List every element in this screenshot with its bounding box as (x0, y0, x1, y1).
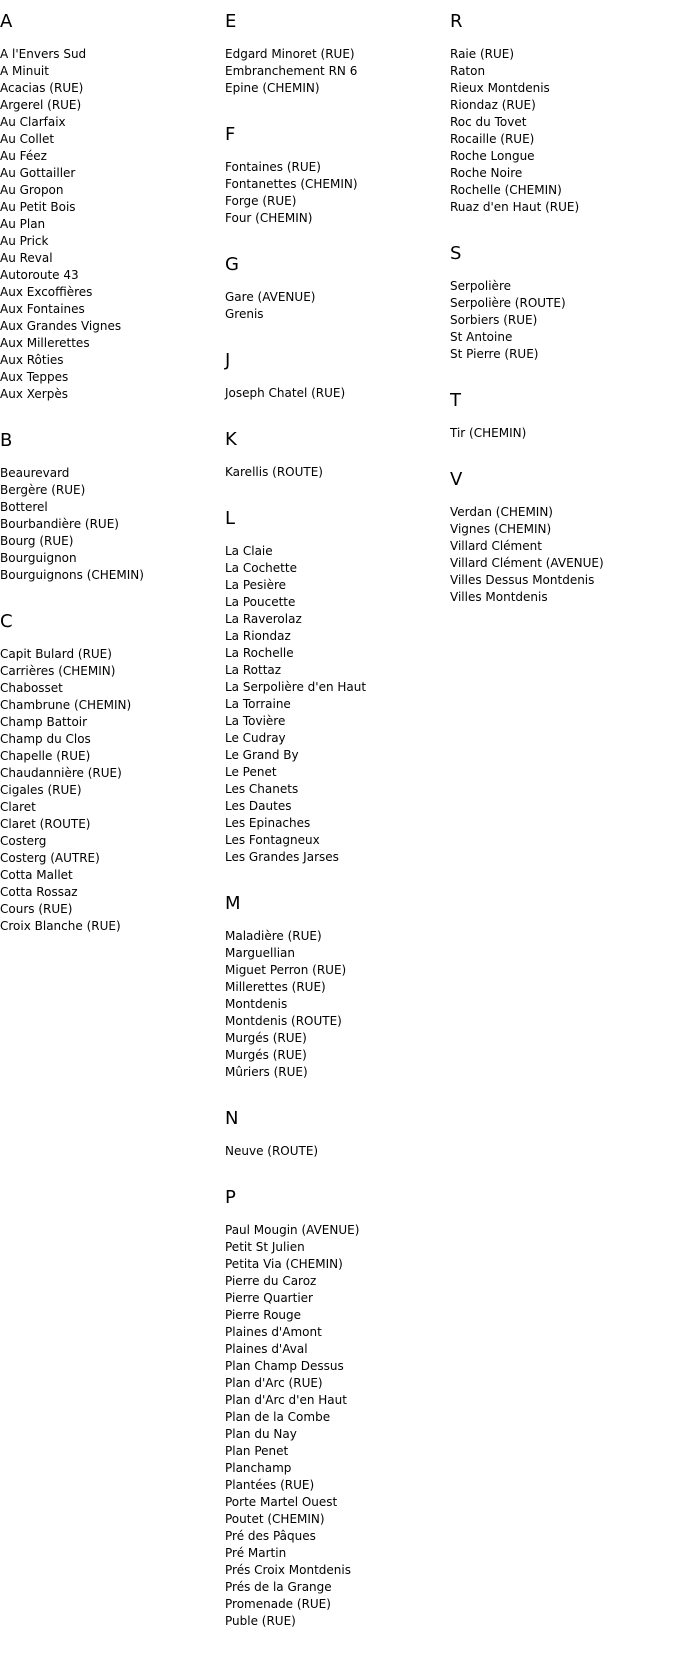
letter-heading: E (225, 11, 237, 32)
street-item: Pierre du Caroz (225, 1274, 317, 1288)
street-item: Cotta Mallet (0, 868, 73, 882)
street-item: Villard Clément (AVENUE) (450, 556, 604, 570)
street-item: Poutet (CHEMIN) (225, 1512, 325, 1526)
letter-heading: B (0, 430, 13, 451)
street-item: Neuve (ROUTE) (225, 1144, 319, 1158)
letter-heading: A (0, 11, 13, 32)
street-item: Aux Fontaines (0, 302, 85, 316)
street-item: Plan Champ Dessus (225, 1359, 344, 1373)
street-item: Plan d'Arc d'en Haut (225, 1393, 347, 1407)
street-list (0, 46, 215, 403)
street-list (225, 385, 440, 402)
index-column-1 (0, 0, 215, 963)
street-item: Au Gottailler (0, 166, 76, 180)
street-list (225, 464, 440, 481)
street-item: Mûriers (RUE) (225, 1065, 308, 1079)
street-item: Promenade (RUE) (225, 1597, 331, 1611)
street-list (450, 278, 665, 363)
street-item: Au Prick (0, 234, 49, 248)
street-item: Villard Clément (450, 539, 542, 553)
street-item: Botterel (0, 500, 48, 514)
street-item: Raie (RUE) (450, 47, 515, 61)
street-item: Bourg (RUE) (0, 534, 74, 548)
street-item: La Rottaz (225, 663, 282, 677)
street-item: Karellis (ROUTE) (225, 465, 323, 479)
street-item: Chabosset (0, 681, 63, 695)
street-item: Petit St Julien (225, 1240, 305, 1254)
street-item: La Riondaz (225, 629, 291, 643)
street-item: Plaines d'Aval (225, 1342, 308, 1356)
letter-group-p (225, 1188, 440, 1630)
street-item: Carrières (CHEMIN) (0, 664, 116, 678)
letter-group-r (450, 12, 665, 216)
street-item: Au Petit Bois (0, 200, 76, 214)
street-item: Costerg (AUTRE) (0, 851, 100, 865)
letter-group-f (225, 125, 440, 227)
street-item: Claret (ROUTE) (0, 817, 91, 831)
street-item: Au Clarfaix (0, 115, 66, 129)
street-item: Edgard Minoret (RUE) (225, 47, 355, 61)
street-item: Aux Xerpès (0, 387, 68, 401)
letter-group-m (225, 894, 440, 1081)
street-item: Les Dautes (225, 799, 292, 813)
street-item: Aux Rôties (0, 353, 64, 367)
street-item: Verdan (CHEMIN) (450, 505, 553, 519)
letter-heading: G (225, 254, 239, 275)
letter-group-v (450, 470, 665, 606)
letter-heading: R (450, 11, 463, 32)
street-item: St Pierre (RUE) (450, 347, 539, 361)
street-item: Pré des Pâques (225, 1529, 316, 1543)
street-item: Claret (0, 800, 36, 814)
letter-heading: V (450, 469, 463, 490)
street-item: Fontaines (RUE) (225, 160, 321, 174)
street-item: Cigales (RUE) (0, 783, 82, 797)
letter-group-k (225, 430, 440, 481)
street-item: Raton (450, 64, 486, 78)
street-item: Rieux Montdenis (450, 81, 550, 95)
letter-heading: J (225, 350, 231, 371)
street-item: Riondaz (RUE) (450, 98, 536, 112)
street-item: Pierre Quartier (225, 1291, 313, 1305)
street-item: Le Penet (225, 765, 277, 779)
street-item: La Torraine (225, 697, 291, 711)
street-list (0, 465, 215, 584)
street-list (225, 159, 440, 227)
street-item: La Tovière (225, 714, 286, 728)
street-item: Prés Croix Montdenis (225, 1563, 351, 1577)
street-item: Bourguignons (CHEMIN) (0, 568, 144, 582)
letter-heading: N (225, 1108, 239, 1129)
street-item: Villes Montdenis (450, 590, 548, 604)
letter-group-s (450, 244, 665, 363)
street-item: Les Fontagneux (225, 833, 320, 847)
street-item: Murgés (RUE) (225, 1031, 307, 1045)
street-item: Plan d'Arc (RUE) (225, 1376, 323, 1390)
street-item: Rochelle (CHEMIN) (450, 183, 562, 197)
street-item: La Serpolière d'en Haut (225, 680, 367, 694)
street-item: Champ du Clos (0, 732, 91, 746)
street-item: Porte Martel Ouest (225, 1495, 338, 1509)
street-item: La Raverolaz (225, 612, 302, 626)
street-item: Miguet Perron (RUE) (225, 963, 347, 977)
street-item: La Cochette (225, 561, 297, 575)
street-item: Villes Dessus Montdenis (450, 573, 595, 587)
letter-heading: P (225, 1187, 236, 1208)
street-list (225, 1222, 440, 1630)
street-item: Plan Penet (225, 1444, 289, 1458)
street-item: Beaurevard (0, 466, 70, 480)
street-item: Au Gropon (0, 183, 64, 197)
street-item: Cours (RUE) (0, 902, 73, 916)
street-item: Capit Bulard (RUE) (0, 647, 112, 661)
index-column-2 (225, 0, 440, 1658)
street-item: Sorbiers (RUE) (450, 313, 538, 327)
letter-heading: M (225, 893, 241, 914)
letter-group-c (0, 612, 215, 935)
letter-heading: K (225, 429, 237, 450)
letter-heading: T (450, 390, 461, 411)
street-item: Plan de la Combe (225, 1410, 331, 1424)
street-item: Argerel (RUE) (0, 98, 82, 112)
street-list (225, 289, 440, 323)
street-item: La Claie (225, 544, 273, 558)
street-item: Roche Longue (450, 149, 535, 163)
letter-heading: F (225, 124, 236, 145)
street-item: Serpolière (450, 279, 511, 293)
street-item: Le Grand By (225, 748, 299, 762)
index-column-3 (450, 0, 665, 634)
letter-heading: L (225, 508, 236, 529)
street-item: Plaines d'Amont (225, 1325, 322, 1339)
street-item: Puble (RUE) (225, 1614, 296, 1628)
street-item: Four (CHEMIN) (225, 211, 313, 225)
street-list (225, 928, 440, 1081)
street-item: Millerettes (RUE) (225, 980, 326, 994)
street-item: Montdenis (225, 997, 288, 1011)
street-item: Chapelle (RUE) (0, 749, 91, 763)
street-item: Aux Grandes Vignes (0, 319, 122, 333)
street-item: Plantées (RUE) (225, 1478, 315, 1492)
street-item: Costerg (0, 834, 47, 848)
street-item: Petita Via (CHEMIN) (225, 1257, 343, 1271)
street-item: Le Cudray (225, 731, 286, 745)
street-item: Maladière (RUE) (225, 929, 322, 943)
street-item: Au Féez (0, 149, 47, 163)
street-list (225, 543, 440, 866)
street-item: Murgés (RUE) (225, 1048, 307, 1062)
street-item: Champ Battoir (0, 715, 88, 729)
street-item: Fontanettes (CHEMIN) (225, 177, 358, 191)
letter-group-t (450, 391, 665, 442)
street-list (450, 425, 665, 442)
street-item: Paul Mougin (AVENUE) (225, 1223, 360, 1237)
street-item: Joseph Chatel (RUE) (225, 386, 346, 400)
street-item: Epine (CHEMIN) (225, 81, 320, 95)
letter-heading: C (0, 611, 13, 632)
street-item: La Poucette (225, 595, 296, 609)
street-list (450, 46, 665, 216)
street-item: Les Grandes Jarses (225, 850, 339, 864)
street-item: Grenis (225, 307, 264, 321)
street-item: Tir (CHEMIN) (450, 426, 527, 440)
letter-group-e (225, 12, 440, 97)
street-item: Gare (AVENUE) (225, 290, 316, 304)
street-item: Bourbandière (RUE) (0, 517, 119, 531)
letter-group-j (225, 351, 440, 402)
street-item: Montdenis (ROUTE) (225, 1014, 342, 1028)
letter-group-b (0, 431, 215, 584)
street-item: Acacias (RUE) (0, 81, 84, 95)
street-item: Aux Millerettes (0, 336, 90, 350)
street-item: Chambrune (CHEMIN) (0, 698, 132, 712)
street-item: Au Reval (0, 251, 53, 265)
street-item: Bergère (RUE) (0, 483, 86, 497)
street-item: Les Chanets (225, 782, 299, 796)
street-item: St Antoine (450, 330, 513, 344)
street-item: La Pesière (225, 578, 287, 592)
street-item: Roche Noire (450, 166, 523, 180)
street-list (450, 504, 665, 606)
street-item: Vignes (CHEMIN) (450, 522, 552, 536)
street-item: Ruaz d'en Haut (RUE) (450, 200, 580, 214)
street-item: Autoroute 43 (0, 268, 79, 282)
street-item: Chaudannière (RUE) (0, 766, 122, 780)
street-item: Aux Excoffières (0, 285, 93, 299)
street-item: Aux Teppes (0, 370, 69, 384)
street-item: Au Collet (0, 132, 55, 146)
street-item: A Minuit (0, 64, 49, 78)
street-item: Serpolière (ROUTE) (450, 296, 566, 310)
street-item: Marguellian (225, 946, 295, 960)
street-item: Au Plan (0, 217, 46, 231)
street-list (225, 1143, 440, 1160)
letter-group-n (225, 1109, 440, 1160)
street-item: Forge (RUE) (225, 194, 297, 208)
street-item: La Rochelle (225, 646, 294, 660)
street-item: Rocaille (RUE) (450, 132, 535, 146)
street-item: Cotta Rossaz (0, 885, 78, 899)
street-item: Bourguignon (0, 551, 77, 565)
street-item: Prés de la Grange (225, 1580, 332, 1594)
letter-group-g (225, 255, 440, 323)
street-item: Pré Martin (225, 1546, 287, 1560)
street-item: Croix Blanche (RUE) (0, 919, 121, 933)
street-item: Les Epinaches (225, 816, 311, 830)
letter-group-l (225, 509, 440, 866)
street-list (0, 646, 215, 935)
letter-heading: S (450, 243, 462, 264)
street-item: Embranchement RN 6 (225, 64, 358, 78)
street-item: Plan du Nay (225, 1427, 297, 1441)
street-item: Planchamp (225, 1461, 292, 1475)
street-item: Roc du Tovet (450, 115, 527, 129)
street-item: Pierre Rouge (225, 1308, 302, 1322)
letter-group-a (0, 12, 215, 403)
street-list (225, 46, 440, 97)
street-item: A l'Envers Sud (0, 47, 87, 61)
